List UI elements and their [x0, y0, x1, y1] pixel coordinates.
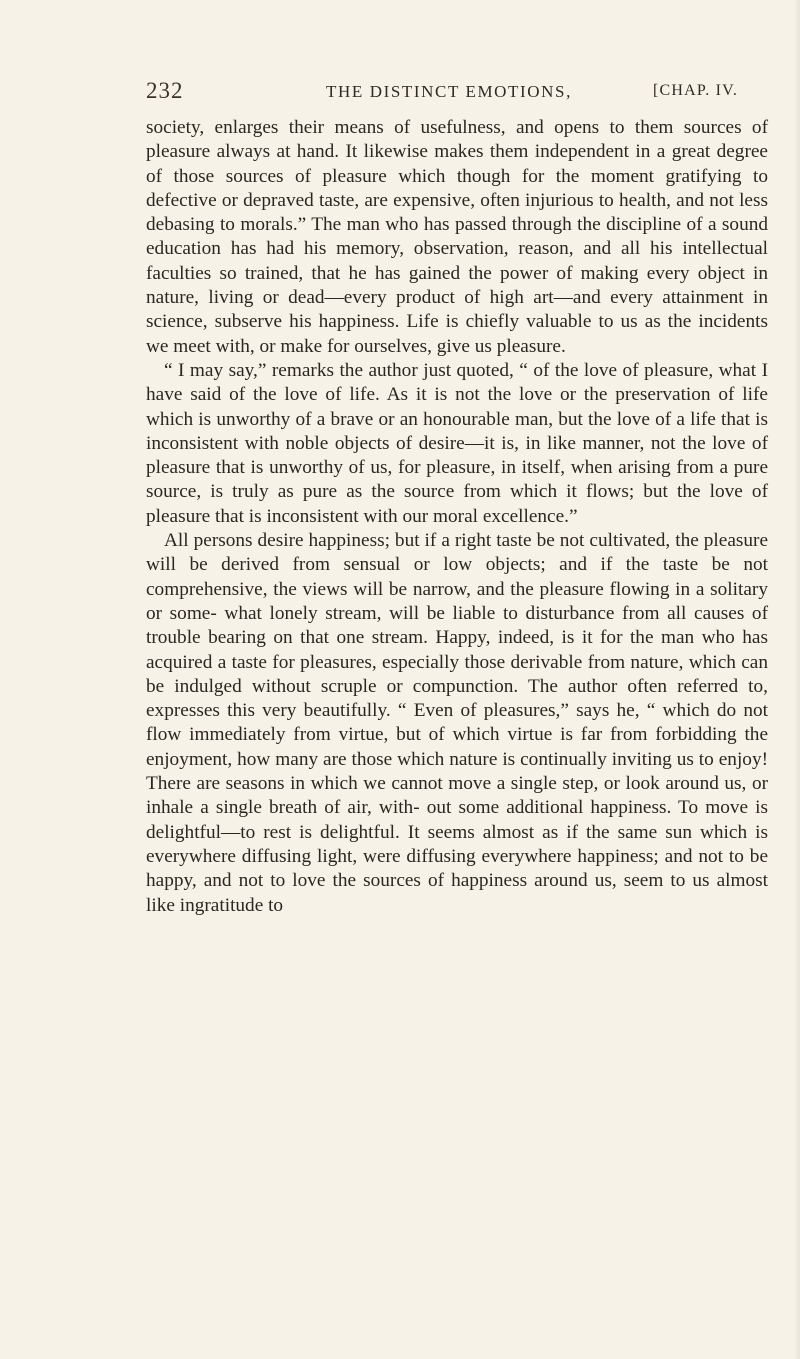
- running-header: [146, 78, 768, 110]
- paragraph-happiness: All persons desire happiness; but if a right taste be not cultivated, the pleasure will be derived from sensual or low objects; and if the taste be not comprehensive, the views will be narrow, and the pleasure flowing in a solitary or some- what lonely stream, will be liable to disturbance from all causes of trouble bearing on that one stream. Happy, indeed, is it for the man who has acquired a taste for pleasures, especially those derivable from nature, which can be indulged without scruple or compunction. The author often referred to, expresses this very beautifully. “ Even of pleasures,” says he, “ which do not flow immediately from virtue, but of which virtue is far from forbidding the enjoyment, how many are those which nature is continually inviting us to enjoy! There are seasons in which we cannot move a single step, or look around us, or inhale a single breath of air, with- out some additional happiness. To move is delightful—to rest is delightful. It seems almost as if the same sun which is everywhere diffusing light, were diffusing everywhere happiness; and not to be happy, and not to love the sources of happiness around us, seem to us almost like ingratitude to: [146, 530, 768, 916]
- page-number: 232: [146, 78, 184, 103]
- paragraph-continuation: society, enlarges their means of usefulness, and opens to them sources of pleasure always at hand. It likewise makes them independent in a great degree of those sources of pleasure which though for the moment gratifying to defective or depraved taste, are expensive, often injurious to health, and not less debasing to morals.” The man who has passed through the discipline of a sound education has had his memory, observation, reason, and all his intellectual faculties so trained, that he has gained the power of making every object in nature, living or dead—every product of high art—and every attainment in science, subserve his happiness. Life is chiefly valuable to us as the incidents we meet with, or make for ourselves, give us pleasure.: [146, 117, 768, 357]
- page-edge-shadow: [794, 0, 800, 1359]
- chapter-reference: [CHAP. IV.: [653, 82, 739, 99]
- paragraph-quotation: “ I may say,” remarks the author just quoted, “ of the love of pleasure, what I have said of the love of life. As it is not the love or the preservation of life which is unworthy of a brave or an honourable man, but the love of a life that is inconsistent with noble objects of desire—it is, in like manner, not the love of pleasure that is unworthy of us, for pleasure, in itself, when arising from a pure source, is truly as pure as the source from which it flows; but the love of pleasure that is inconsistent with our moral excellence.”: [146, 359, 768, 527]
- running-title: THE DISTINCT EMOTIONS,: [326, 82, 572, 101]
- body-text: [146, 116, 768, 918]
